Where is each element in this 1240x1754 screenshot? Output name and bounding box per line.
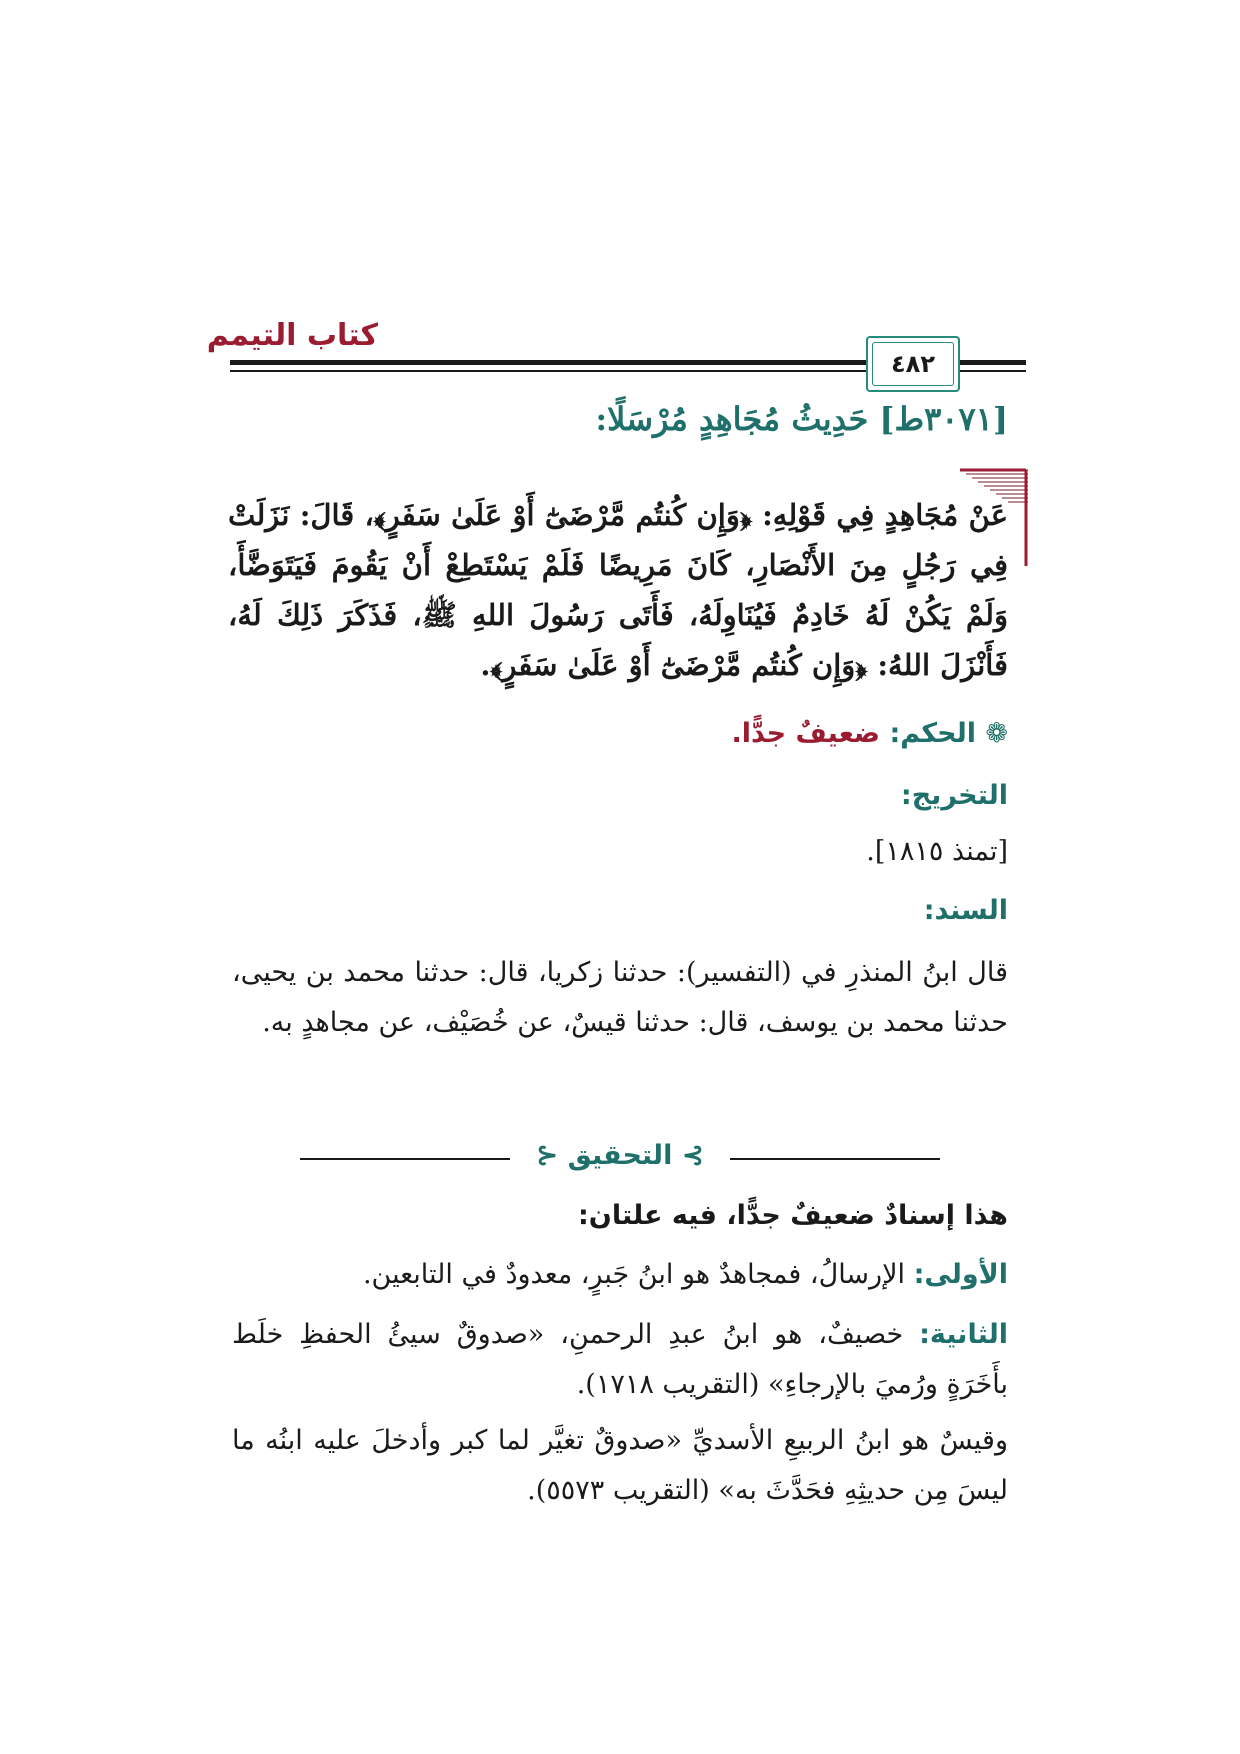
hadith-text: عَنْ مُجَاهِدٍ فِي قَوْلِهِ: ﴿وَإِن كُنتُم مَّرْضَىٰٓ أَوْ عَلَىٰ سَفَرٍ﴾، قَالَ: نَزَلَتْ فِي رَجُلٍ مِنَ الأَنْصَارِ، كَانَ مَرِيضًا فَلَمْ يَسْتَطِعْ أَنْ يَقُومَ فَيَتَوَضَّأَ، وَلَمْ يَكُنْ لَهُ خَادِمٌ فَيُنَاوِلَهُ، فَأَتَى رَسُولَ اللهِ ﷺ، فَذَكَرَ ذَلِكَ لَهُ، فَأَنْزَلَ اللهُ: ﴿وَإِن كُنتُم مَّرْضَىٰٓ أَوْ عَلَىٰ سَفَرٍ﴾.: [228, 498, 1008, 682]
second-defect-text: خصيفٌ، هو ابنُ عبدِ الرحمنِ، «صدوقٌ سيئُ الحفظِ خلَط بأَخَرَةٍ ورُميَ بالإرجاءِ» (التقريب ١٧١٨).: [232, 1319, 1008, 1400]
header-rule-end-thin: [1006, 370, 1026, 372]
judgement-value: ضعيفٌ جدًّا.: [731, 718, 881, 749]
divider-ornament-icon: ⊰: [535, 1140, 568, 1171]
second-defect-label: الثانية:: [919, 1319, 1008, 1350]
book-title: كتاب التيمم: [206, 318, 378, 353]
sanad-label: السند:: [923, 895, 1008, 926]
tahqiq-divider: [300, 1138, 940, 1178]
divider-ornament-icon: ⊱: [672, 1140, 705, 1171]
tahqiq-divider-label: [300, 1140, 940, 1171]
second-defect: [232, 1310, 1008, 1410]
judgement-label: الحكم:: [889, 718, 976, 749]
tahqiq-title: التحقيق: [567, 1140, 673, 1171]
header-rule-end: [1006, 360, 1026, 365]
hadith-heading: [٣٠٧١ط] حَدِيثُ مُجَاهِدٍ مُرْسَلًا:: [595, 400, 1008, 438]
first-defect: [232, 1250, 1008, 1300]
sanad-text: قال ابنُ المنذرِ في (التفسير): حدثنا زكريا، قال: حدثنا محمد بن يحيى، حدثنا محمد بن يوسف، قال: حدثنا قيسٌ، عن خُصَيْف، عن مجاهدٍ به.: [232, 957, 1008, 1038]
third-paragraph: وقيسٌ هو ابنُ الربيعِ الأسديِّ «صدوقٌ تغيَّر لما كبر وأدخلَ عليه ابنُه ما ليسَ مِن حديثِهِ فحَدَّثَ به» (التقريب ٥٥٧٣).: [232, 1425, 1008, 1506]
page-number-frame: [866, 336, 960, 392]
takhrij-label: التخريج:: [900, 780, 1008, 811]
first-defect-label: الأولى:: [913, 1259, 1008, 1290]
first-defect-text: الإرسالُ، فمجاهدٌ هو ابنُ جَبرٍ، معدودٌ في التابعين.: [362, 1259, 905, 1290]
page-number: ٤٨٢: [872, 342, 954, 386]
judgement-line: [732, 718, 1008, 749]
takhrij-source: [تمنذ ١٨١٥].: [866, 836, 1008, 867]
flower-icon: ❁: [975, 718, 1008, 749]
tahqiq-heading: هذا إسنادٌ ضعيفٌ جدًّا، فيه علتان:: [577, 1200, 1008, 1231]
